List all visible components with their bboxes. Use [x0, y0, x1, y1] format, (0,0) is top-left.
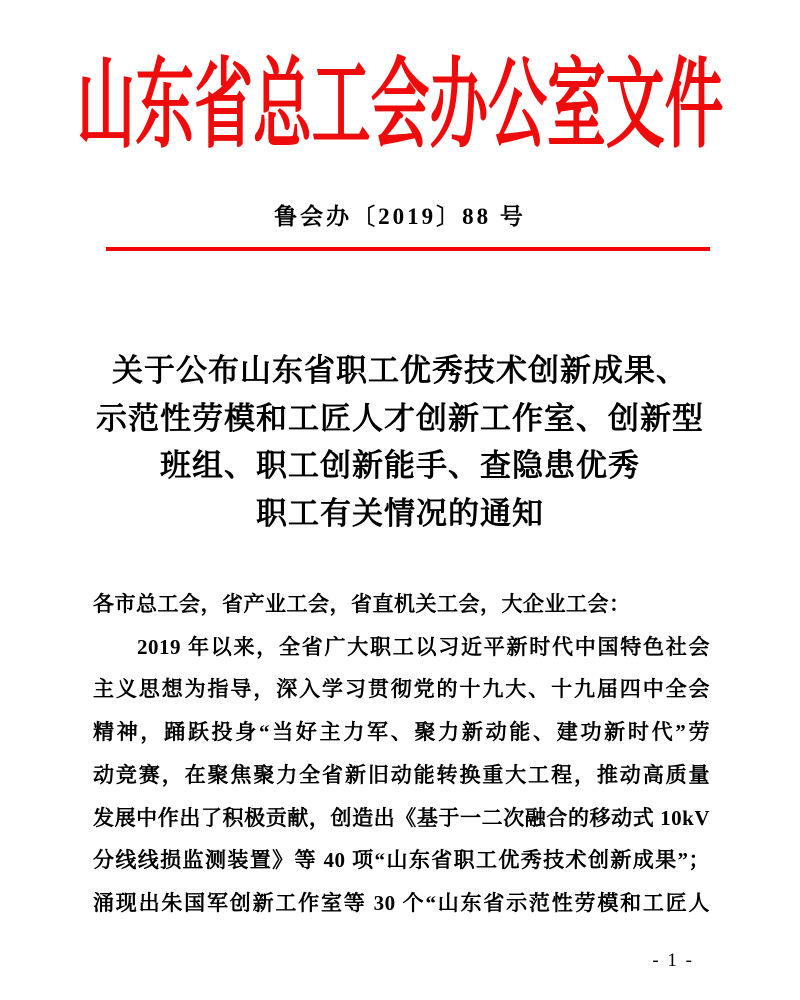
document-number: 鲁会办〔2019〕88 号	[274, 204, 526, 229]
document-title-line-2: 示范性劳模和工匠人才创新工作室、创新型	[96, 400, 704, 436]
document-title	[60, 347, 740, 537]
document-title-line-4: 职工有关情况的通知	[256, 495, 544, 531]
body-text-line: 涌现出朱国军创新工作室等 30 个“山东省示范性劳模和工匠人	[93, 890, 710, 915]
body-text-line: 主义思想为指导，深入学习贯彻党的十九大、十九届四中全会	[93, 677, 710, 702]
body-text-line: 2019 年以来，全省广大职工以习近平新时代中国特色社会	[137, 634, 710, 659]
body-text-line: 发展中作出了积极贡献，创造出《基于一二次融合的移动式 10kV	[93, 805, 710, 830]
body-text-line: 动竞赛，在聚焦聚力全省新旧动能转换重大工程，推动高质量	[93, 762, 710, 787]
document-title-line-1: 关于公布山东省职工优秀技术创新成果、	[112, 353, 688, 388]
red-divider-line	[106, 247, 710, 251]
document-title-line-3: 班组、职工创新能手、查隐患优秀	[160, 448, 640, 483]
page-number: - 1 -	[652, 950, 694, 971]
body-text-line: 精神，踊跃投身“当好主力军、聚力新动能、建功新时代”劳	[93, 720, 710, 745]
body-salutation-line: 各市总工会，省产业工会，省直机关工会，大企业工会：	[93, 592, 631, 616]
document-body	[93, 583, 710, 925]
red-header-title: 山东省总工会办公室文件	[76, 52, 724, 160]
body-text-line: 分线线损监测装置》等 40 项“山东省职工优秀技术创新成果”；	[93, 848, 710, 873]
document-masthead	[0, 48, 800, 166]
